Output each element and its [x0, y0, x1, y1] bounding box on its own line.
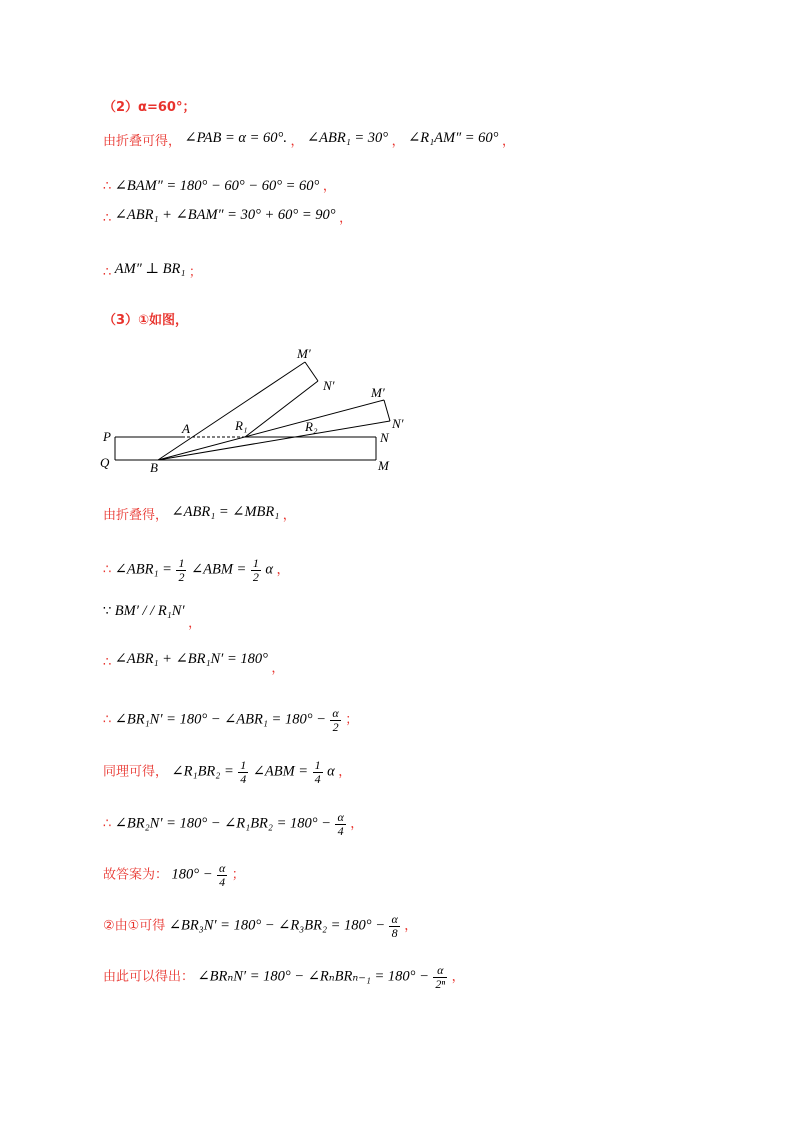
solution-step-5 [103, 707, 358, 734]
label-M1-prime: M′ [297, 346, 311, 361]
label-Q: Q [100, 455, 110, 470]
fraction-den: 2 [252, 570, 259, 584]
step8-math: 180° − [171, 866, 213, 883]
line2-end: ， [322, 179, 336, 194]
fraction-den: 2 [332, 720, 339, 734]
line1-prefix: 由折叠可得， [103, 134, 182, 149]
line1-sep-1: ， [290, 134, 304, 149]
fraction-num: α [218, 861, 226, 875]
solution-line-1 [103, 131, 515, 152]
solution-line-3 [103, 208, 352, 229]
fraction-num: 1 [240, 758, 247, 772]
fraction-num: 1 [178, 556, 185, 570]
therefore-symbol: ∴ [103, 655, 112, 670]
line4-math: AM″ ⊥ BR₁ [114, 261, 186, 277]
step5-math: ∠BR₁N′ = 180° − ∠ABR₁ = 180° − [114, 711, 326, 728]
fraction-den: 4 [314, 772, 321, 786]
step8-prefix: 故答案为： [103, 867, 169, 883]
fraction-half [176, 557, 186, 584]
fraction-num: α [332, 706, 339, 720]
step1-prefix: 由折叠得， [103, 508, 169, 523]
step1-end: ， [282, 508, 296, 523]
fraction-quarter [313, 759, 323, 786]
therefore-symbol: ∴ [103, 265, 112, 280]
fraction-den: 2ⁿ [435, 977, 446, 991]
step3-math: BM′ / / R₁N′ [114, 603, 185, 619]
label-N2-prime: N′ [392, 416, 404, 431]
label-R1: R₁ [235, 418, 248, 433]
line-B-M1p [158, 362, 305, 460]
solution-step-7 [103, 811, 363, 838]
step4-math: ∠ABR₁ + ∠BR₁N′ = 180° [114, 651, 268, 667]
line1-sep-2: ， [391, 134, 405, 149]
label-N1-prime: N′ [323, 378, 335, 393]
fraction-half [251, 557, 261, 584]
solution-step-9 [103, 913, 417, 940]
therefore-symbol: ∴ [103, 211, 112, 226]
part2-heading: （2）α=60°； [103, 100, 196, 115]
because-symbol: ∵ [103, 604, 112, 619]
step3-end: ， [188, 616, 202, 631]
line-N2p-B [158, 421, 390, 460]
fraction-num: 1 [252, 556, 259, 570]
fraction-den: 4 [219, 875, 226, 889]
step7-math: ∠BR₂N′ = 180° − ∠R₁BR₂ = 180° − [114, 815, 331, 832]
step6-end: ， [338, 764, 352, 780]
step7-end: ， [350, 816, 364, 832]
step5-end: ； [345, 712, 359, 728]
step6-prefix: 同理可得， [103, 764, 169, 780]
label-N: N [380, 430, 389, 445]
label-M2-prime: M′ [371, 385, 385, 400]
therefore-symbol: ∴ [103, 816, 112, 832]
fraction-alpha-over-4 [335, 811, 345, 838]
fraction-num: 1 [314, 758, 321, 772]
step10-end: ， [451, 969, 465, 985]
fraction-alpha-over-8 [389, 913, 399, 940]
fraction-den: 2 [178, 570, 185, 584]
step2-math-a: ∠ABR₁ = [114, 561, 172, 578]
solution-step-6 [103, 759, 351, 786]
solution-step-4 [103, 651, 285, 676]
line1-math-1: ∠PAB = α = 60°. [184, 130, 287, 146]
solution-line-4 [103, 262, 202, 283]
fraction-num: α [337, 810, 344, 824]
fraction-den: 4 [240, 772, 247, 786]
fraction-quarter [238, 759, 248, 786]
solution-line-2 [103, 176, 336, 197]
line3-math: ∠ABR₁ + ∠BAM″ = 30° + 60° = 90° [114, 207, 336, 223]
fraction-num: α [391, 912, 398, 926]
step1-math: ∠ABR₁ = ∠MBR₁ [171, 504, 280, 520]
line-N1p-R1 [245, 381, 318, 437]
therefore-symbol: ∴ [103, 562, 112, 578]
solution-step-10 [103, 964, 465, 991]
fraction-alpha-over-4 [217, 862, 227, 889]
part3-heading: （3）①如图， [103, 313, 189, 328]
solution-step-2 [103, 557, 289, 584]
step2-end: ， [276, 562, 290, 578]
step6-math-b: ∠ABM = [252, 763, 309, 780]
line-M2p-N2p [384, 400, 390, 421]
label-B: B [150, 460, 158, 475]
solution-step-1 [103, 505, 296, 526]
fraction-alpha-over-2n [433, 964, 447, 991]
step10-math: ∠BRₙN′ = 180° − ∠RₙBRₙ₋₁ = 180° − [197, 968, 429, 985]
solution-step-8 [103, 862, 245, 889]
step9-end: ， [404, 918, 418, 934]
step4-end: ， [271, 661, 285, 676]
line2-math: ∠BAM″ = 180° − 60° − 60° = 60° [114, 178, 320, 194]
step10-prefix: 由此可以得出： [103, 969, 195, 985]
line1-math-2: ∠ABR₁ = 30° [307, 130, 389, 146]
therefore-symbol: ∴ [103, 712, 112, 728]
fraction-alpha-over-2 [330, 707, 340, 734]
label-M: M [378, 458, 389, 473]
label-P: P [103, 429, 111, 444]
line4-end: ； [188, 265, 202, 280]
label-R2: R₂ [305, 419, 318, 434]
step2-math-c: α [265, 561, 273, 578]
line3-end: ， [339, 211, 353, 226]
fraction-den: 4 [337, 824, 344, 838]
step2-math-b: ∠ABM = [190, 561, 247, 578]
step8-end: ； [231, 867, 245, 883]
fraction-den: 8 [391, 926, 398, 940]
line1-math-3: ∠R₁AM″ = 60° [408, 130, 499, 146]
line1-sep-3: ， [501, 134, 515, 149]
therefore-symbol: ∴ [103, 179, 112, 194]
line-M1p-N1p [305, 362, 318, 381]
line-B-M2p [158, 400, 384, 460]
step9-math: ∠BR₃N′ = 180° − ∠R₃BR₂ = 180° − [168, 917, 385, 934]
step6-math-a: ∠R₁BR₂ = [171, 763, 234, 780]
step6-math-c: α [327, 763, 335, 780]
label-A: A [182, 421, 190, 436]
step9-prefix: ②由①可得 [103, 918, 166, 934]
fraction-num: α [433, 964, 447, 978]
solution-step-3 [103, 601, 202, 631]
